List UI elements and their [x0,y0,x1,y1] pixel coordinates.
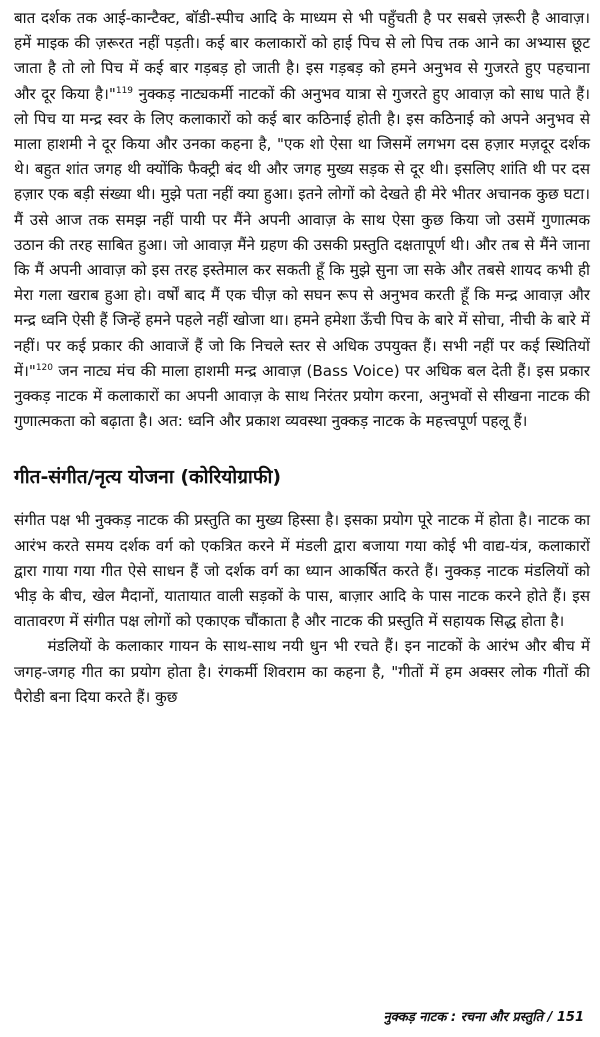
section-heading: गीत-संगीत/नृत्य योजना (कोरियोग्राफी) [14,466,282,489]
footnote-reference: 119 [115,85,134,96]
page-footer: नुक्कड़ नाटक : रचना और प्रस्तुति / 151 [383,1010,584,1025]
paragraph-text: जन नाट्य मंच की माला हाशमी मन्द्र आवाज़ (Bass Voice) पर अधिक बल देती हैं। इस प्रकार नुक्कड़ नाटक में कलाकारों का अपनी आवाज़ के साथ निरंतर प्रयोग करना, अनुभवों से सीखना नाटक की गुणात्मकता को बढ़ाता है। अत: ध्वनि और प्रकाश व्यवस्था नुक्कड़ नाटक के महत्त्वपूर्ण पहलू हैं। [14,361,590,431]
footnote-reference: 120 [35,362,54,373]
paragraph-text: नुक्कड़ नाट्यकर्मी नाटकों की अनुभव यात्रा से गुजरते हुए आवाज़ को साध पाते हैं। लो पिच या मन्द्र स्वर के लिए कलाकारों को कई बार कठिनाई होती है। इस कठिनाई को अपने अनुभव से माला हाशमी ने दूर किया और उनका कहना है, "एक शो ऐसा था जिसमें लगभग दस हज़ार मज़दूर दर्शक थे। बहुत शांत जगह थी क्योंकि फैक्ट्री बंद थी और जगह मुख्य सड़क से दूर थी। इसलिए शांति थी पर दस हज़ार एक बड़ी संख्या थी। मुझे पता नहीं क्या हुआ। इतने लोगों को देखते ही मेरे भीतर अचानक कुछ घटा। मैं उसे आज तक समझ नहीं पायी पर मैंने अपनी आवाज़ के साथ ऐसा कुछ किया जो उसमें गुणात्मक उठान की तरह साबित हुआ। जो आवाज़ मैंने ग्रहण की उसकी प्रस्तुति दक्षतापूर्ण थी। और तब से मैंने जाना कि मैं अपनी आवाज़ को इस तरह इस्तेमाल कर सकती हूँ कि मुझे सुना जा सके और तबसे शायद कभी ही मेरा गला खराब हुआ हो। वर्षों बाद मैं एक चीज़ को सघन रूप से अनुभव करती हूँ कि मन्द्र आवाज़ और मन्द्र ध्वनि ऐसी हैं जिन्हें हमने पहले नहीं खोजा था। हमने हमेशा ऊँची पिच के बारे में सोचा, नीची के बारे में नहीं। पर कई प्रकार की आवाजें हैं जो कि निचले स्तर से अधिक उपयुक्त हैं। सभी नहीं पर कई स्थितियों में।" [14,84,591,380]
body-paragraph-troupes: मंडलियों के कलाकार गायन के साथ-साथ नयी धुन भी रचते हैं। इन नाटकों के आरंभ और बीच में जगह-जगह गीत का प्रयोग होता है। रंगकर्मी शिवराम का कहना है, "गीतों में हम अक्सर लोक गीतों की पैरोडी बना दिया करते हैं। कुछ [14,637,590,706]
body-paragraph-voice [14,6,590,434]
paragraph-text: बात दर्शक तक आई-कान्टैक्ट, बॉडी-स्पीच आदि के माध्यम से भी पहुँचती है पर सबसे ज़रूरी है आवाज़। हमें माइक की ज़रूरत नहीं पड़ती। कई बार कलाकारों को हाई पिच से लो पिच तक आने का अभ्यास छूट जाता है तो लो पिच में कई बार गड़बड़ हो जाती है। इस गड़बड़ को हमने अनुभव से गुजरते हुए पहचाना और दूर किया है।" [14,9,590,103]
body-paragraph-music: संगीत पक्ष भी नुक्कड़ नाटक की प्रस्तुति का मुख्य हिस्सा है। इसका प्रयोग पूरे नाटक में होता है। नाटक का आरंभ करते समय दर्शक वर्ग को एकत्रित करने में मंडली द्वारा बजाया गया कोई भी वाद्य-यंत्र, कलाकारों द्वारा गाया गया गीत ऐसे साधन हैं जो दर्शक वर्ग का ध्यान आकर्षित करते हैं। नुक्कड़ नाटक मंडलियों को भीड़ के बीच, खेल मैदानों, यातायात वाली सड़कों के पास, बाज़ार आदि के पास नाटक करने होते हैं। इस वातावरण में संगीत पक्ष लोगों को एकाएक चौंकाता है और नाटक की प्रस्तुति में सहायक सिद्ध होता है। [14,511,590,631]
